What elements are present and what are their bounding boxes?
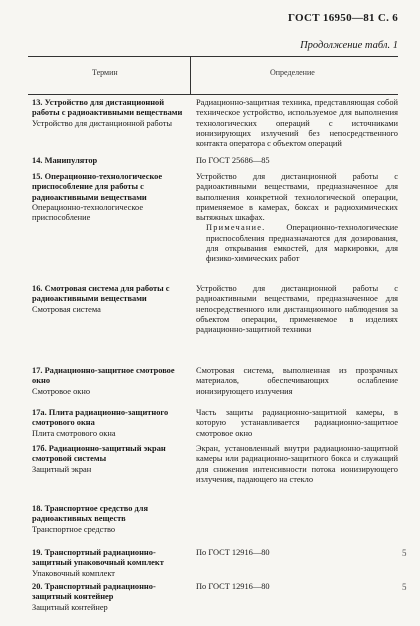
definition-column-header: Определение: [270, 68, 315, 77]
table-continuation: Продолжение табл. 1: [300, 40, 398, 51]
note-text: Операционно-технологические приспособления предназначаются для дозирования, для открывания емкостей, для маркировки, для физико-химических работ: [206, 223, 398, 264]
term: 20. Транспортный радиационно-защитный контейнер: [32, 582, 156, 602]
term: 17б. Радиационно-защитный экран смотровой системы: [32, 444, 166, 464]
table-header-rule: [28, 94, 398, 95]
term-synonym: Плита смотрового окна: [32, 428, 116, 438]
term-synonym: Смотровое окно: [32, 386, 91, 396]
margin-mark: 5: [402, 582, 407, 592]
definition: Радиационно-защитная техника, представляющая собой техническое устройство, используемое для выполнения технологических операций с источниками ионизирующих излучений без непосредственного контакта оператора с объектом операций: [196, 98, 398, 149]
note-label: Примечание.: [206, 223, 266, 233]
table-row: [32, 504, 190, 535]
table-row: [32, 284, 190, 315]
term-synonym: Устройство для дистанционной работы: [32, 118, 173, 128]
table-top-rule: [28, 56, 398, 57]
term: 15. Операционно-технологическое приспособление для работы с радиоактивными веществами: [32, 172, 163, 202]
table-row: [32, 98, 190, 129]
term-synonym: Упаковочный комплект: [32, 568, 115, 578]
definition: Устройство для дистанционной работы с радиоактивными веществами, предназначенное для непосредственного или дистанционного наблюдения за объектом операции, применяемое в изделиях радиационно-защитной техники: [196, 284, 398, 335]
definition: По ГОСТ 12916—80: [196, 548, 270, 557]
term-synonym: Защитный экран: [32, 464, 92, 474]
table-row: [32, 408, 190, 439]
definition: Устройство для дистанционной работы с радиоактивными веществами, предназначенное для выполнения конкретной технологической операции, применяемое в камерах, боксах и радиохимических вытяжных шкафах.: [196, 172, 398, 223]
term: 16. Смотровая система для работы с радиоактивными веществами: [32, 284, 170, 304]
term-synonym: Защитный контейнер: [32, 602, 108, 612]
term: 18. Транспортное средство для радиоактивных веществ: [32, 504, 148, 524]
table-row: [32, 444, 190, 475]
term: 17а. Плита радиационно-защитного смотрового окна: [32, 408, 169, 428]
term: 14. Манипулятор: [32, 156, 98, 165]
table-row: [32, 548, 190, 579]
definition-cell: [196, 172, 398, 265]
definition: По ГОСТ 25686—85: [196, 156, 270, 165]
table-row: [32, 172, 190, 223]
term: 19. Транспортный радиационно-защитный упаковочный комплект: [32, 548, 164, 568]
table-row: [32, 156, 190, 166]
definition: Экран, установленный внутри радиационно-защитной камеры или радиационно-защитного бокса и служащий для снижения интенсивности потока ионизирующего излучения, падающего на стекло: [196, 444, 398, 484]
term-column-header: Термин: [92, 68, 118, 77]
table-row: [32, 366, 190, 397]
term-synonym: Операционно-технологическое приспособление: [32, 202, 144, 223]
definition: Часть защиты радиационно-защитной камеры, в которую устанавливается радиационно-защитное смотровое окно: [196, 408, 398, 438]
standard-header: ГОСТ 16950—81 С. 6: [287, 12, 398, 24]
term-synonym: Смотровая система: [32, 304, 101, 314]
definition: По ГОСТ 12916—80: [196, 582, 270, 591]
term-synonym: Транспортное средство: [32, 524, 116, 534]
definition: Смотровая система, выполненная из прозрачных материалов, обеспечивающих ослабление ионизирующего излучения: [196, 366, 398, 396]
margin-mark: 5: [402, 548, 407, 558]
table-row: [32, 582, 190, 613]
term: 13. Устройство для дистанционной работы с радиоактивными веществами: [32, 98, 183, 118]
term: 17. Радиационно-защитное смотровое окно: [32, 366, 175, 386]
column-divider: [190, 56, 191, 94]
